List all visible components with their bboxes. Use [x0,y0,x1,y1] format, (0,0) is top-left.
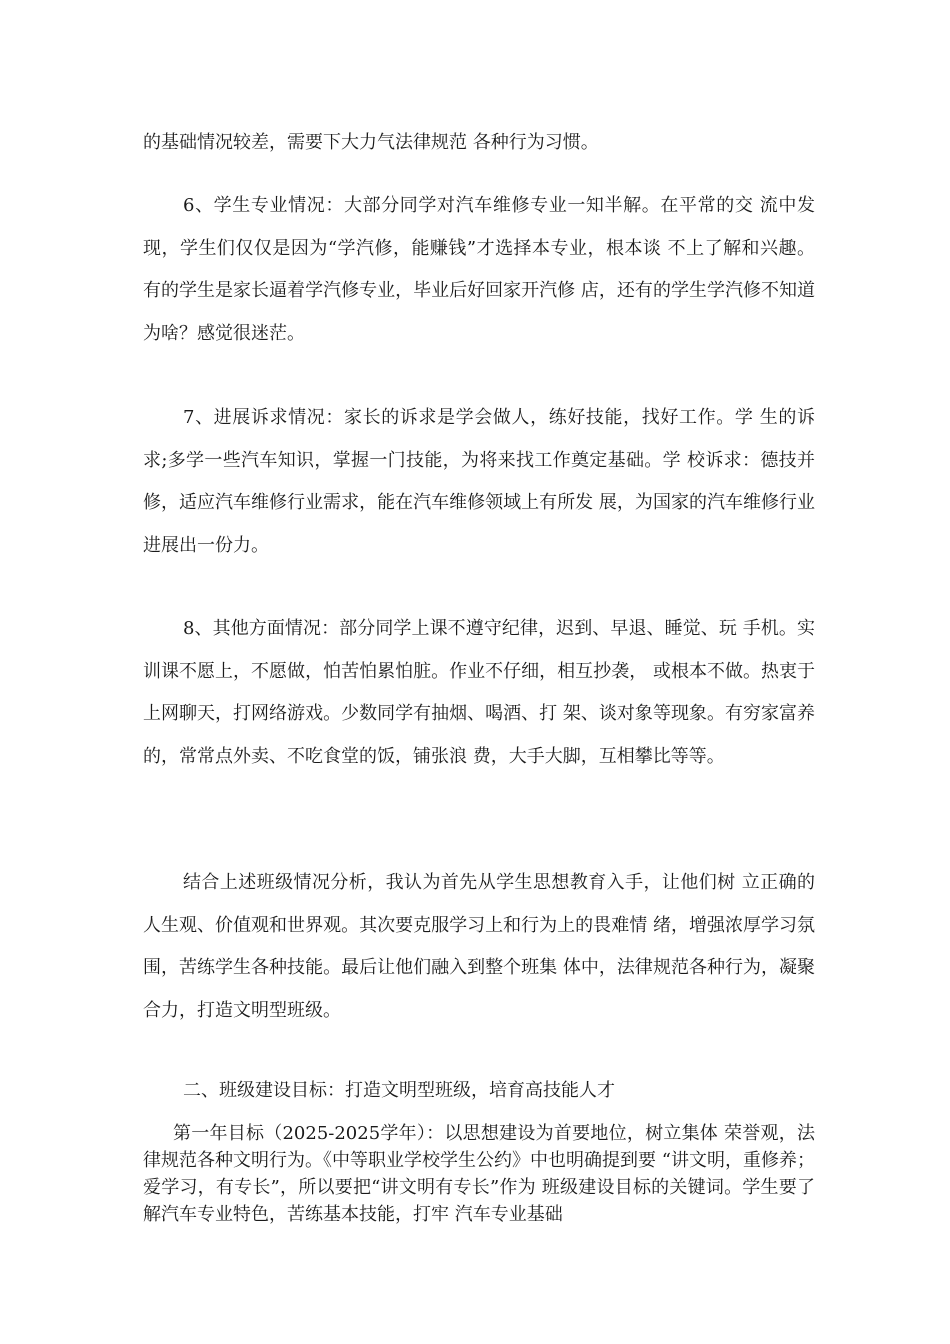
paragraph-item-6: 6、学生专业情况：大部分同学对汽车维修专业一知半解。在平常的交 流中发现，学生们仅仅是因为“学汽修，能赚钱”才选择本专业，根本谈 不上了解和兴趣。有的学生是家长逼着学汽修专业，毕业后好回家开汽修 店，还有的学生学汽修不知道为啥？感觉很迷茫。 [143,195,815,344]
paragraph-summary: 结合上述班级情况分析，我认为首先从学生思想教育入手，让他们树 立正确的人生观、价值观和世界观。其次要克服学习上和行为上的畏难情 绪，增强浓厚学习氛围，苦练学生各种技能。最后让他们融入到整个班集 体中，法律规范各种行为，凝聚合力，打造文明型班级。 [143,872,815,1021]
paragraph-item-8: 8、其他方面情况：部分同学上课不遵守纪律，迟到、早退、睡觉、玩 手机。实训课不愿上，不愿做，怕苦怕累怕脏。作业不仔细，相互抄袭， 或根本不做。热衷于上网聊天，打网络游戏。少数同学有抽烟、喝酒、打 架、谈对象等现象。有穷家富养的，常常点外卖、不吃食堂的饭，铺张浪 费，大手大脚，互相攀比等等。 [143,618,815,767]
paragraph-first-year-goal: 第一年目标（2025-2025学年）：以思想建设为首要地位，树立集体 荣誉观，法律规范各种文明行为。《中等职业学校学生公约》中也明确提到要 “讲文明，重修养；爱学习，有专长”，所以要把“讲文明有专长”作为 班级建设目标的关键词。学生要了解汽车专业特色，苦练基本技能，打牢 汽车专业基础 [143,1123,815,1225]
paragraph-item-7: 7、进展诉求情况：家长的诉求是学会做人，练好技能，找好工作。学 生的诉求;多学一些汽车知识，掌握一门技能，为将来找工作奠定基础。学 校诉求：德技并修，适应汽车维修行业需求，能在汽车维修领域上有所发 展，为国家的汽车维修行业进展出一份力。 [143,407,815,556]
paragraph-continuation: 的基础情况较差，需要下大力气法律规范 各种行为习惯。 [143,132,599,153]
section-heading: 二、班级建设目标：打造文明型班级，培育高技能人才 [183,1080,615,1101]
